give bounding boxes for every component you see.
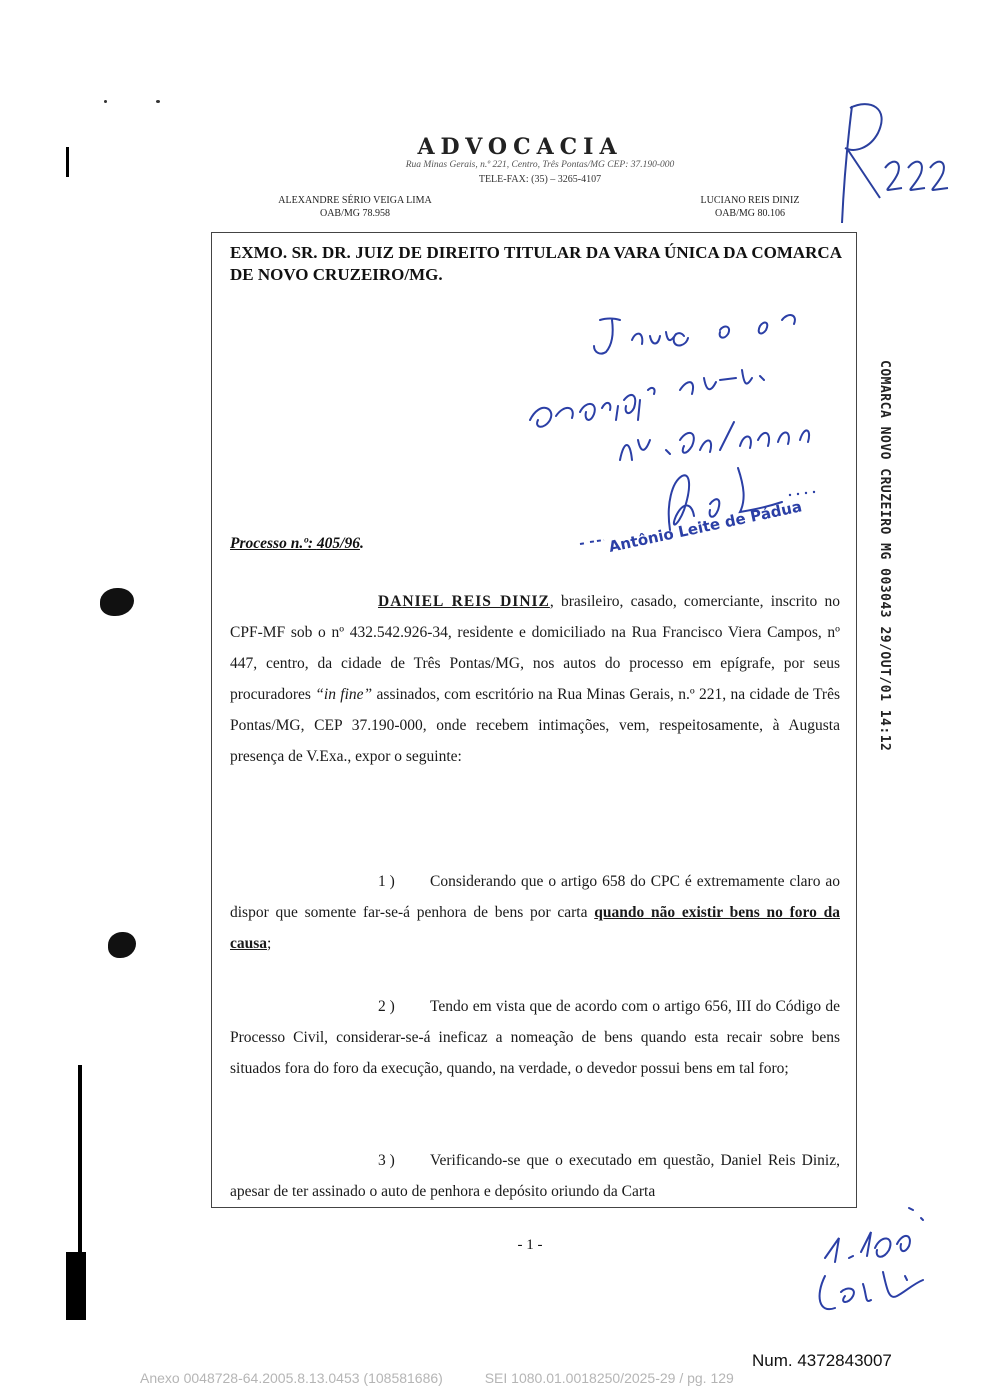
item-1-number: 1 )	[378, 873, 395, 890]
item-1-emphasis: quando não existir bens no foro da causa	[230, 904, 840, 952]
intro-italic: “in fine”	[315, 686, 373, 703]
item-1	[230, 866, 840, 959]
processo-label-text: Processo n.º:	[230, 535, 314, 552]
court-stamp-text: COMARCA NOVO CRUZEIRO MG 003043 29/OUT/01 14:12	[877, 360, 892, 752]
processo-value: 405/96	[316, 535, 360, 552]
lawyer-left-name: ALEXANDRE SÉRIO VEIGA LIMA	[278, 195, 432, 206]
intro-text-2: assinados, com escritório na Rua Minas Gerais, n.º 221, na cidade de Três Pontas/MG, CEP 37.190-000, onde recebem intimações, vem, respeitosamente, à Augusta presença de V.Exa., expor o seguinte:	[230, 686, 840, 765]
item-3-text: Verificando-se que o executado em questão, Daniel Reis Diniz, apesar de ter assinado o auto de penhora e depósito oriundo da Carta	[230, 1152, 840, 1200]
item-2-number: 2 )	[378, 998, 395, 1015]
intro-text-1: , brasileiro, casado, comerciante, inscrito no CPF-MF sob o nº 432.542.926-34, residente e domiciliado na Rua Francisco Viera Campos, nº 447, centro, da cidade de Três Pontas/MG, nos autos do processo em epígrafe, por seus procuradores	[230, 593, 840, 703]
footer-annex: Anexo 0048728-64.2005.8.13.0453 (108581686)	[140, 1370, 443, 1386]
lawyer-left	[260, 194, 450, 220]
item-2-text: Tendo em vista que de acordo com o artigo 656, III do Código de Processo Civil, considerar-se-á ineficaz a nomeação de bens quando esta recair sobre bens situados fora do foro da execução, quando, na verdade, o devedor possui bens em tal foro;	[230, 998, 840, 1077]
item-3	[230, 1145, 840, 1207]
firm-phone: TELE-FAX: (35) – 3265-4107	[478, 174, 602, 185]
document-id: Num. 4372843007	[752, 1351, 892, 1370]
page-number: - 1 -	[517, 1237, 543, 1253]
firm-address: Rua Minas Gerais, n.º 221, Centro, Três Pontas/MG CEP: 37.190-000	[405, 160, 675, 170]
handwritten-r222	[830, 98, 950, 228]
handwritten-initials	[805, 1200, 935, 1320]
footer-sei: SEI 1080.01.0018250/2025-29 / pg. 129	[484, 1370, 734, 1386]
hole-punch-bottom	[108, 932, 136, 958]
lawyer-right-name: LUCIANO REIS DINIZ	[700, 195, 800, 206]
intro-paragraph	[230, 586, 840, 772]
processo-label	[230, 535, 360, 552]
handwritten-order	[520, 290, 840, 560]
scan-speck	[104, 100, 107, 103]
item-3-number: 3 )	[378, 1152, 395, 1169]
item-2	[230, 991, 840, 1084]
footer	[140, 1370, 920, 1386]
scan-edge-block	[66, 1252, 86, 1320]
firm-title: ADVOCACIA	[417, 134, 623, 160]
processo-number	[230, 535, 364, 553]
scan-edge-mark-top	[66, 147, 69, 177]
processo-suffix: .	[359, 535, 364, 552]
signature-stamp-text: Antônio Leite de Pádua	[607, 497, 804, 556]
lawyer-right-oab: OAB/MG 80.106	[714, 208, 785, 219]
scan-edge-mark-bottom	[78, 1065, 82, 1255]
lawyer-left-oab: OAB/MG 78.958	[319, 208, 390, 219]
party-name: DANIEL REIS DINIZ	[378, 593, 550, 610]
court-protocol-stamp	[866, 360, 900, 752]
scan-speck	[156, 100, 160, 103]
item-1-end: ;	[267, 935, 272, 952]
lawyer-right	[680, 194, 820, 220]
item-1-text: Considerando que o artigo 658 do CPC é extremamente claro ao dispor que somente far-se-á penhora de bens por carta	[230, 873, 840, 921]
addressee: EXMO. SR. DR. JUIZ DE DIREITO TITULAR DA VARA ÚNICA DA COMARCA DE NOVO CRUZEIRO/MG.	[230, 243, 842, 284]
hole-punch-top	[100, 588, 134, 616]
